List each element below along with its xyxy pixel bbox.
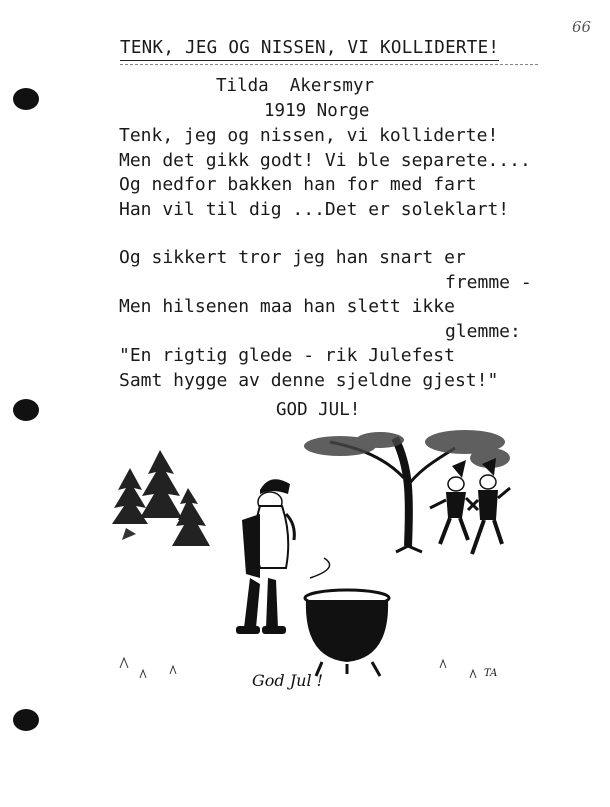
poem-line: "En rigtig glede - rik Julefest xyxy=(119,345,455,366)
poem-line-continuation: glemme: xyxy=(445,320,521,342)
poem-line: Samt hygge av denne sjeldne gjest!" xyxy=(119,369,499,391)
christmas-illustration xyxy=(110,428,520,698)
stanza-break xyxy=(119,222,532,246)
greeting: GOD JUL! xyxy=(276,400,361,420)
poem-line: Tenk, jeg og nissen, vi kolliderte! xyxy=(119,125,499,146)
illustration-caption: God Jul ! xyxy=(252,671,324,690)
poem-line-continuation: fremme - xyxy=(445,271,532,293)
poem-line: Men hilsenen maa han slett ikke xyxy=(119,296,455,317)
poem-line: Og nedfor bakken han for med fart xyxy=(119,174,477,195)
place-year: 1919 Norge xyxy=(264,101,370,121)
dancing-nisser xyxy=(430,458,510,554)
poem-body xyxy=(119,124,532,393)
artist-initials: TA xyxy=(484,668,498,679)
cauldron xyxy=(305,558,389,676)
punch-hole-top xyxy=(13,88,39,110)
title-double-underline xyxy=(120,64,538,65)
author: Tilda Akersmyr xyxy=(216,76,375,96)
snowy-pine-trees xyxy=(112,450,210,546)
page-number: 66 xyxy=(572,18,592,36)
punch-hole-bottom xyxy=(13,709,39,731)
poem-title: TENK, JEG OG NISSEN, VI KOLLIDERTE! xyxy=(120,38,499,61)
punch-hole-middle xyxy=(13,399,39,421)
poem-line: Han vil til dig ...Det er soleklart! xyxy=(119,198,510,220)
poem-line: Men det gikk godt! Vi ble separete.... xyxy=(119,149,531,171)
poem-line: Og sikkert tror jeg han snart er xyxy=(119,247,466,268)
nisse-figure xyxy=(236,479,294,634)
